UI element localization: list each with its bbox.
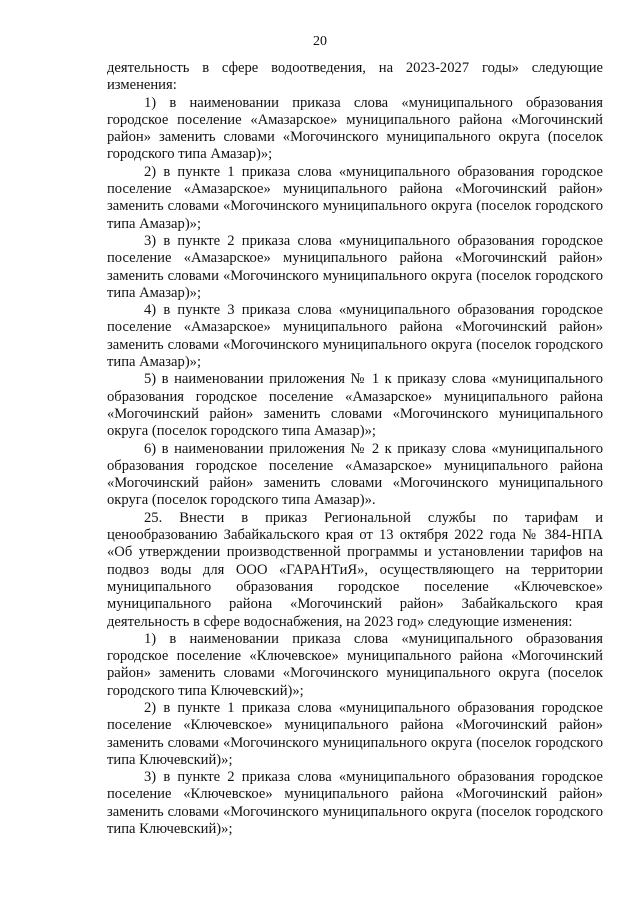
paragraph-continuation: деятельность в сфере водоотведения, на 2023-2027 годы» следующие изменения: bbox=[107, 60, 603, 94]
paragraph-item-1: 1) в наименовании приказа слова «муниципального образования городское поселение «Ключевское» муниципального района «Могочинский район» заменить словами «Могочинского муниципального округа (поселок городского типа Ключевский)»; bbox=[107, 630, 603, 699]
document-body bbox=[107, 60, 603, 838]
paragraph-item-4: 4) в пункте 3 приказа слова «муниципального образования городское поселение «Амазарское» муниципального района «Могочинский район» заменить словами «Могочинского муниципального округа (поселок городского типа Амазар)»; bbox=[107, 302, 603, 371]
paragraph-section-25: 25. Внести в приказ Региональной службы по тарифам и ценообразованию Забайкальского края от 13 октября 2022 года № 384-НПА «Об утверждении производственной программы и установлении тарифов на подвоз воды для ООО «ГАРАНТиЯ», осуществляющего на территории муниципального образования городское поселение «Ключевское» муниципального района «Могочинский район» Забайкальского края деятельность в сфере водоснабжения, на 2023 год» следующие изменения: bbox=[107, 509, 603, 630]
paragraph-item-3: 3) в пункте 2 приказа слова «муниципального образования городское поселение «Ключевское» муниципального района «Могочинский район» заменить словами «Могочинского муниципального округа (поселок городского типа Ключевский)»; bbox=[107, 769, 603, 838]
paragraph-item-2: 2) в пункте 1 приказа слова «муниципального образования городское поселение «Ключевское» муниципального района «Могочинский район» заменить словами «Могочинского муниципального округа (поселок городского типа Ключевский)»; bbox=[107, 699, 603, 768]
paragraph-item-1: 1) в наименовании приказа слова «муниципального образования городское поселение «Амазарское» муниципального района «Могочинский район» заменить словами «Могочинского муниципального округа (поселок городского типа Амазар)»; bbox=[107, 94, 603, 163]
page-number: 20 bbox=[313, 34, 327, 49]
paragraph-item-3: 3) в пункте 2 приказа слова «муниципального образования городское поселение «Амазарское» муниципального района «Могочинский район» заменить словами «Могочинского муниципального округа (поселок городского типа Амазар)»; bbox=[107, 232, 603, 301]
paragraph-item-5: 5) в наименовании приложения № 1 к приказу слова «муниципального образования городское поселение «Амазарское» муниципального района «Могочинский район» заменить словами «Могочинского муниципального округа (поселок городского типа Амазар)»; bbox=[107, 371, 603, 440]
paragraph-item-2: 2) в пункте 1 приказа слова «муниципального образования городское поселение «Амазарское» муниципального района «Могочинский район» заменить словами «Могочинского муниципального округа (поселок городского типа Амазар)»; bbox=[107, 163, 603, 232]
paragraph-item-6: 6) в наименовании приложения № 2 к приказу слова «муниципального образования городское поселение «Амазарское» муниципального района «Могочинский район» заменить словами «Могочинского муниципального округа (поселок городского типа Амазар)». bbox=[107, 440, 603, 509]
